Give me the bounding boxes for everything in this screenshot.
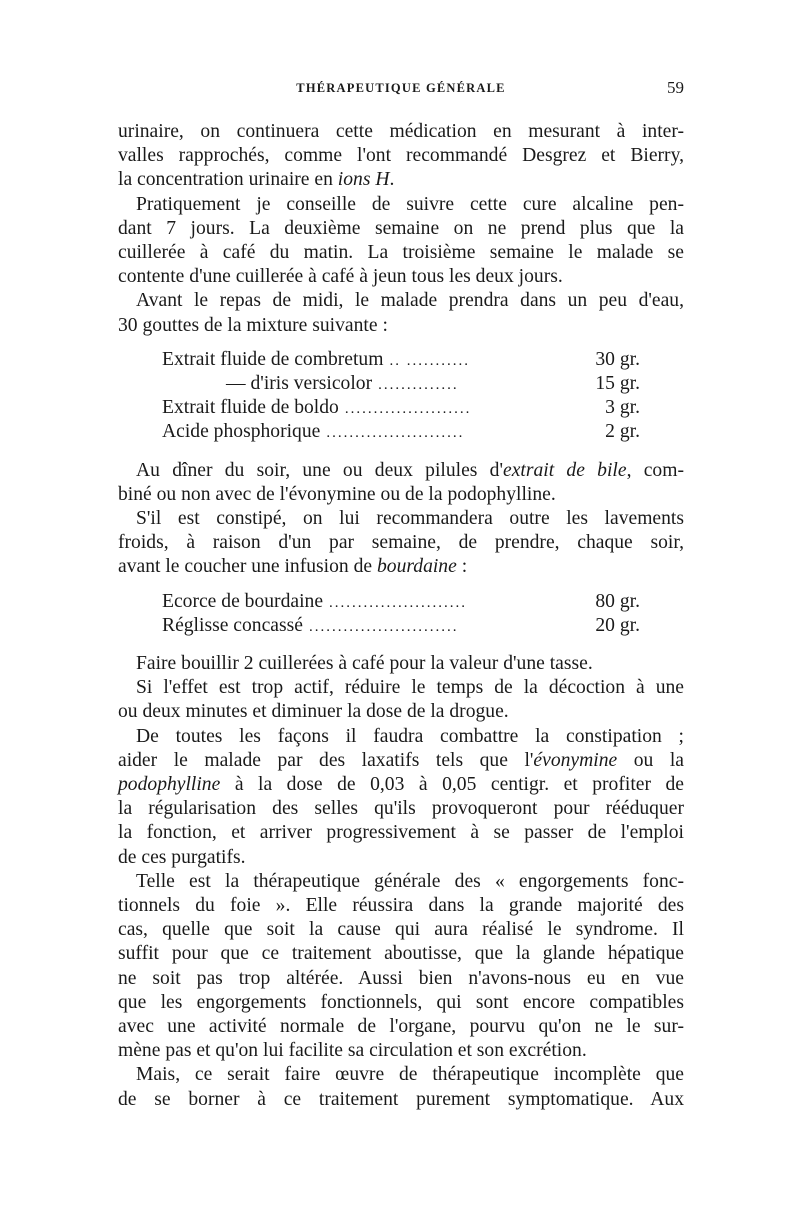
italic-term: podophylline (118, 773, 221, 795)
leader-dots: ........................ (326, 425, 465, 442)
text-line: Telle est la thérapeutique générale des « engorgements fonc- (136, 870, 684, 892)
text-line: dant 7 jours. La deuxième semaine on ne prend plus que la (118, 217, 684, 239)
ingredient-name: — d'iris versicolor (226, 373, 373, 395)
ingredient-name: Extrait fluide de combretum (162, 348, 384, 370)
text-run: à la dose de 0,03 à 0,05 centigr. et profiter de (220, 773, 684, 795)
text-run: aider le malade par des laxatifs tels que l' (118, 749, 534, 771)
paragraph (118, 459, 684, 507)
text-line: 30 gouttes de la mixture suivante : (118, 314, 388, 336)
paragraph (118, 1063, 684, 1111)
text-line: de se borner à ce traitement purement symptomatique. Aux (118, 1088, 684, 1110)
recipe-list-mixture (162, 348, 640, 445)
italic-term: évonymine (533, 749, 618, 771)
text-line: la fonction, et arriver progressivement à se passer de l'emploi (118, 822, 684, 844)
ingredient-name: Acide phosphorique (162, 421, 321, 443)
leader-dots: ........................ (329, 594, 468, 611)
paragraph (118, 507, 684, 580)
italic-term: ions H (337, 169, 390, 191)
ingredient-quantity: 30 gr. (595, 348, 640, 370)
text-line: Si l'effet est trop actif, réduire le temps de la décoction à une (136, 677, 684, 699)
text-line: ou deux minutes et diminuer la dose de la drogue. (118, 701, 509, 723)
paragraph (118, 193, 684, 290)
text-line: de ces purgatifs. (118, 846, 246, 868)
text-line: Pratiquement je conseille de suivre cette cure alcaline pen- (136, 193, 684, 215)
paragraph (118, 870, 684, 1064)
text-line: Avant le repas de midi, le malade prendra dans un peu d'eau, (136, 290, 684, 312)
recipe-item (162, 590, 640, 614)
text-line: que les engorgements fonctionnels, qui sont encore compatibles (118, 991, 684, 1013)
ingredient-quantity: 80 gr. (595, 590, 640, 612)
text-run: avant le coucher une infusion de (118, 556, 377, 578)
leader-dots: .............. (378, 377, 459, 394)
body-text (118, 120, 684, 1112)
text-line: tionnels du foie ». Elle réussira dans la grande majorité des (118, 895, 684, 916)
text-run: la concentration urinaire en (118, 169, 338, 191)
text-line: avec une activité normale de l'organe, pourvu qu'on ne le sur- (118, 1016, 684, 1038)
ingredient-name: Ecorce de bourdaine (162, 590, 324, 612)
italic-term: bourdaine (376, 556, 457, 578)
text-line: mène pas et qu'on lui facilite sa circulation et son excrétion. (118, 1040, 587, 1062)
text-line: Mais, ce serait faire œuvre de thérapeutique incomplète que (136, 1064, 684, 1086)
text-line: urinaire, on continuera cette médication en mesurant à inter- (118, 121, 684, 142)
text-line: froids, à raison d'un par semaine, de prendre, chaque soir, (118, 532, 684, 554)
recipe-item (162, 348, 640, 372)
ingredient-quantity: 15 gr. (595, 373, 640, 395)
text-line: valles rapprochés, comme l'ont recommandé Desgrez et Bierry, (118, 145, 684, 167)
text-line (118, 459, 684, 483)
recipe-item (162, 396, 640, 420)
leader-dots: .. ........... (389, 352, 470, 369)
text-line: suffit pour que ce traitement aboutisse, que la glande hépatique (118, 943, 684, 965)
text-line: S'il est constipé, on lui recommandera outre les lavements (136, 507, 684, 529)
text-line: Faire bouillir 2 cuillerées à café pour la valeur d'une tasse. (136, 652, 593, 674)
leader-dots: .......................... (308, 618, 459, 635)
text-line: cuillerée à café du matin. La troisième semaine le malade se (118, 242, 684, 264)
ingredient-name: Extrait fluide de boldo (162, 397, 339, 419)
ingredient-quantity: 2 gr. (605, 421, 640, 443)
text-run: . (389, 169, 395, 191)
paragraph (118, 676, 684, 724)
text-line (118, 168, 684, 192)
paragraph (118, 120, 684, 193)
leader-dots: ...................... (344, 401, 472, 418)
text-line: cas, quelle que soit la cause qui aura réalisé le syndrome. Il (118, 919, 684, 941)
paragraph (118, 652, 684, 676)
ingredient-name: Réglisse concassé (162, 614, 303, 636)
text-run: ou la (617, 749, 685, 771)
recipe-item (162, 420, 640, 444)
recipe-item (162, 372, 640, 396)
page-number: 59 (667, 78, 684, 97)
text-line (118, 555, 684, 579)
text-line: contente d'une cuillerée à café à jeun tous les deux jours. (118, 266, 563, 288)
text-run: : (456, 556, 468, 578)
text-line: De toutes les façons il faudra combattre la constipation ; (136, 725, 684, 747)
text-line: la régularisation des selles qu'ils provoqueront pour rééduquer (118, 798, 684, 820)
recipe-list-infusion (162, 590, 640, 638)
text-line: ne soit pas trop altérée. Aussi bien n'avons-nous eu en vue (118, 967, 684, 989)
page-header (118, 78, 684, 100)
text-line (118, 773, 684, 797)
ingredient-quantity: 20 gr. (595, 614, 640, 636)
ingredient-quantity: 3 gr. (605, 397, 640, 419)
paragraph (118, 725, 684, 870)
running-title: THÉRAPEUTIQUE GÉNÉRALE (296, 81, 506, 95)
paragraph (118, 289, 684, 337)
recipe-item (162, 614, 640, 638)
italic-term: extrait de bile (503, 459, 627, 481)
text-line (118, 749, 684, 773)
text-run: , com- (626, 459, 684, 481)
text-line: biné ou non avec de l'évonymine ou de la podophylline. (118, 483, 556, 505)
text-run: Au dîner du soir, une ou deux pilules d' (136, 459, 503, 481)
